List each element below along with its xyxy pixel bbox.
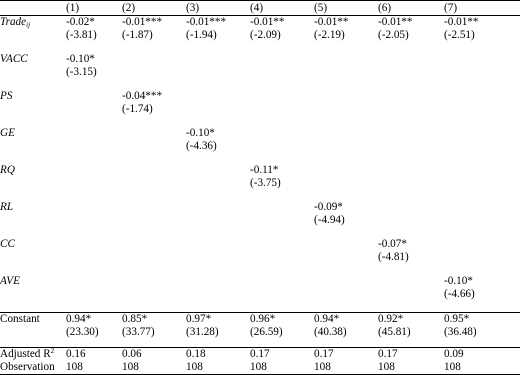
row-label — [0, 90, 66, 103]
coefficient-cell — [314, 90, 378, 103]
t-stat-cell — [186, 214, 250, 227]
t-stat-cell — [444, 103, 520, 116]
coefficient-cell — [186, 238, 250, 251]
coefficient-cell — [66, 275, 122, 288]
t-stat-cell — [314, 66, 378, 79]
column-header: (3) — [186, 2, 200, 14]
row-label-empty — [0, 251, 66, 264]
r2-cell: 0.09 — [444, 348, 520, 362]
coefficient-cell — [186, 201, 250, 214]
adjusted-r2-row — [0, 348, 520, 362]
t-stat-cell — [314, 177, 378, 190]
coefficient-cell: -0.01** — [314, 16, 378, 30]
coef-row — [0, 53, 520, 66]
row-label-text: PS — [0, 90, 13, 102]
observation-row — [0, 361, 520, 375]
t-stat-cell — [314, 103, 378, 116]
coefficient-cell — [186, 90, 250, 103]
row-label-empty — [0, 177, 66, 190]
observation-cell: 108 — [378, 361, 444, 375]
observation-cell: 108 — [66, 361, 122, 375]
coefficient-cell: 0.97* — [186, 313, 250, 327]
t-stat-cell — [378, 177, 444, 190]
t-stat-cell: (-3.15) — [66, 66, 97, 78]
header-row — [0, 1, 520, 16]
row-label — [0, 164, 66, 177]
r2-cell: 0.16 — [66, 348, 122, 362]
coefficient-cell — [250, 201, 314, 214]
coefficient-cell — [250, 90, 314, 103]
coefficient-cell — [378, 275, 444, 288]
row-spacer — [0, 79, 520, 90]
coefficient-cell — [186, 164, 250, 177]
t-stat-cell — [444, 214, 520, 227]
t-stat-cell: (-2.09) — [250, 29, 281, 41]
coefficient-cell — [250, 53, 314, 66]
t-stat-cell: (-4.36) — [186, 140, 217, 152]
coefficient-cell — [186, 275, 250, 288]
coefficient-cell: -0.04*** — [122, 90, 163, 102]
row-label-text: CC — [0, 238, 15, 250]
t-stat-cell — [378, 66, 444, 79]
row-label-text: Constant — [0, 313, 40, 325]
t-stat-cell — [122, 140, 186, 153]
constant-row — [0, 313, 520, 327]
row-label-empty — [0, 103, 66, 116]
coefficient-cell — [444, 164, 520, 177]
coefficient-cell: -0.01** — [444, 16, 520, 30]
row-spacer — [0, 116, 520, 127]
r2-cell: 0.17 — [314, 348, 378, 362]
t-stat-cell — [378, 214, 444, 227]
t-stat-cell: (-1.87) — [122, 29, 153, 41]
t-stat-row — [0, 29, 520, 42]
coefficient-cell — [314, 127, 378, 140]
coef-row — [0, 127, 520, 140]
table-body — [0, 16, 520, 375]
t-stat-cell: (-3.75) — [250, 177, 281, 189]
coefficient-cell — [66, 238, 122, 251]
t-stat-cell: (36.48) — [444, 326, 477, 338]
coefficient-cell — [122, 127, 186, 140]
t-stat-row — [0, 251, 520, 264]
row-label-empty — [0, 288, 66, 301]
t-stat-row — [0, 177, 520, 190]
t-stat-cell: (-4.81) — [378, 251, 409, 263]
t-stat-cell — [378, 103, 444, 116]
t-stat-cell: (31.28) — [186, 326, 219, 338]
coefficient-cell: -0.10* — [186, 127, 215, 139]
t-stat-cell — [186, 288, 250, 301]
observation-cell: 108 — [122, 361, 186, 375]
coefficient-cell — [378, 53, 444, 66]
coefficient-cell — [378, 164, 444, 177]
observation-cell: 108 — [444, 361, 520, 375]
row-label-empty — [0, 29, 66, 42]
row-label — [0, 275, 66, 288]
coefficient-cell: -0.11* — [250, 164, 279, 176]
t-stat-cell — [186, 66, 250, 79]
coefficient-cell: -0.01** — [378, 16, 444, 30]
coefficient-cell — [444, 201, 520, 214]
row-spacer — [0, 227, 520, 238]
t-stat-cell: (-4.66) — [444, 288, 475, 300]
t-stat-cell — [66, 214, 122, 227]
coef-row — [0, 90, 520, 103]
coefficient-cell — [250, 275, 314, 288]
coefficient-cell — [122, 275, 186, 288]
t-stat-cell: (-4.94) — [314, 214, 345, 226]
row-label — [0, 348, 66, 362]
t-stat-cell: (40.38) — [314, 326, 347, 338]
t-stat-cell — [250, 140, 314, 153]
column-header: (4) — [250, 2, 264, 14]
column-header: (2) — [122, 2, 136, 14]
coefficient-cell — [314, 238, 378, 251]
r2-cell: 0.18 — [186, 348, 250, 362]
coefficient-cell — [314, 53, 378, 66]
coefficient-cell — [122, 164, 186, 177]
column-header: (5) — [314, 2, 328, 14]
t-stat-cell — [250, 66, 314, 79]
row-spacer — [0, 301, 520, 313]
row-label-text: Trade — [0, 16, 27, 28]
coef-row — [0, 201, 520, 214]
coef-row — [0, 275, 520, 288]
r2-cell: 0.17 — [378, 348, 444, 362]
coef-row — [0, 16, 520, 30]
coefficient-cell: -0.10* — [66, 53, 95, 65]
row-label — [0, 313, 66, 327]
coefficient-cell: -0.02* — [66, 16, 122, 30]
t-stat-cell: (45.81) — [378, 326, 411, 338]
coefficient-cell: -0.10* — [444, 275, 473, 287]
row-label-text: RL — [0, 201, 14, 213]
t-stat-cell — [314, 140, 378, 153]
t-stat-cell — [250, 251, 314, 264]
t-stat-cell — [444, 177, 520, 190]
row-label-empty — [0, 326, 66, 339]
row-label-empty — [0, 140, 66, 153]
row-label-empty — [0, 66, 66, 79]
row-spacer — [0, 42, 520, 53]
t-stat-cell — [250, 288, 314, 301]
t-stat-cell — [378, 140, 444, 153]
row-spacer — [0, 153, 520, 164]
row-label-text: RQ — [0, 164, 15, 176]
t-stat-cell — [314, 251, 378, 264]
coefficient-cell — [122, 53, 186, 66]
coefficient-cell — [378, 127, 444, 140]
row-label-superscript: 2 — [50, 347, 55, 355]
column-header: (6) — [378, 2, 392, 14]
t-stat-cell — [444, 251, 520, 264]
row-label-text: Observation — [0, 361, 55, 373]
t-stat-cell — [378, 288, 444, 301]
coefficient-cell — [186, 53, 250, 66]
t-stat-cell: (-1.74) — [122, 103, 153, 115]
t-stat-cell — [250, 214, 314, 227]
coefficient-cell — [378, 90, 444, 103]
row-label — [0, 201, 66, 214]
t-stat-cell — [66, 140, 122, 153]
t-stat-cell: (-1.94) — [186, 29, 217, 41]
coef-row — [0, 164, 520, 177]
row-label — [0, 127, 66, 140]
coefficient-cell — [122, 238, 186, 251]
coef-row — [0, 238, 520, 251]
t-stat-cell — [66, 103, 122, 116]
row-label-text: AVE — [0, 275, 20, 287]
t-stat-cell — [186, 251, 250, 264]
t-stat-row — [0, 66, 520, 79]
t-stat-cell — [444, 140, 520, 153]
column-header: (1) — [66, 2, 80, 14]
row-label-text: Adjusted R — [0, 348, 51, 360]
coefficient-cell — [250, 127, 314, 140]
column-header: (7) — [444, 2, 458, 14]
coefficient-cell — [378, 201, 444, 214]
coefficient-cell: 0.85* — [122, 313, 186, 327]
row-label — [0, 238, 66, 251]
t-stat-cell — [122, 251, 186, 264]
coefficient-cell: -0.01*** — [186, 16, 250, 30]
r2-cell: 0.17 — [250, 348, 314, 362]
coefficient-cell: 0.94* — [314, 313, 378, 327]
coefficient-cell — [444, 127, 520, 140]
header-corner — [0, 1, 66, 16]
coefficient-cell — [66, 90, 122, 103]
t-stat-cell: (33.77) — [122, 326, 155, 338]
t-stat-cell — [66, 251, 122, 264]
coefficient-cell — [122, 201, 186, 214]
coefficient-cell — [444, 53, 520, 66]
row-label-text: VACC — [0, 53, 28, 65]
row-spacer — [0, 339, 520, 348]
t-stat-cell: (-3.81) — [66, 29, 97, 41]
coefficient-cell — [66, 127, 122, 140]
row-spacer — [0, 264, 520, 275]
coefficient-cell: 0.95* — [444, 313, 520, 327]
t-stat-cell: (-2.51) — [444, 29, 475, 41]
observation-cell: 108 — [314, 361, 378, 375]
t-stat-cell — [250, 103, 314, 116]
t-stat-row — [0, 288, 520, 301]
t-stat-cell: (-2.19) — [314, 29, 345, 41]
row-label — [0, 16, 66, 30]
t-stat-cell — [122, 66, 186, 79]
coefficient-cell — [250, 238, 314, 251]
observation-cell: 108 — [186, 361, 250, 375]
coefficient-cell: 0.94* — [66, 313, 122, 327]
r2-cell: 0.06 — [122, 348, 186, 362]
coefficient-cell — [444, 238, 520, 251]
coefficient-cell — [444, 90, 520, 103]
row-label — [0, 361, 66, 375]
t-stat-cell — [444, 66, 520, 79]
t-stat-cell — [186, 103, 250, 116]
t-stat-cell: (26.59) — [250, 326, 283, 338]
coefficient-cell — [66, 201, 122, 214]
t-stat-cell — [314, 288, 378, 301]
row-spacer — [0, 190, 520, 201]
t-stat-cell — [186, 177, 250, 190]
t-stat-cell — [122, 177, 186, 190]
row-label-subscript: ij — [26, 21, 31, 29]
coefficient-cell: -0.07* — [378, 238, 407, 250]
t-stat-cell — [122, 288, 186, 301]
coefficient-cell — [314, 275, 378, 288]
t-stat-cell: (23.30) — [66, 326, 99, 338]
observation-cell: 108 — [250, 361, 314, 375]
constant-t-row — [0, 326, 520, 339]
coefficient-cell: -0.09* — [314, 201, 343, 213]
coefficient-cell: 0.96* — [250, 313, 314, 327]
t-stat-cell — [66, 288, 122, 301]
coefficient-cell — [314, 164, 378, 177]
t-stat-row — [0, 103, 520, 116]
t-stat-cell: (-2.05) — [378, 29, 409, 41]
row-label-text: GE — [0, 127, 15, 139]
coefficient-cell — [66, 164, 122, 177]
t-stat-cell — [66, 177, 122, 190]
coefficient-cell: -0.01** — [250, 16, 314, 30]
row-label — [0, 53, 66, 66]
coefficient-cell: 0.92* — [378, 313, 444, 327]
t-stat-row — [0, 140, 520, 153]
row-label-empty — [0, 214, 66, 227]
coefficient-cell: -0.01*** — [122, 16, 186, 30]
t-stat-row — [0, 214, 520, 227]
t-stat-cell — [122, 214, 186, 227]
